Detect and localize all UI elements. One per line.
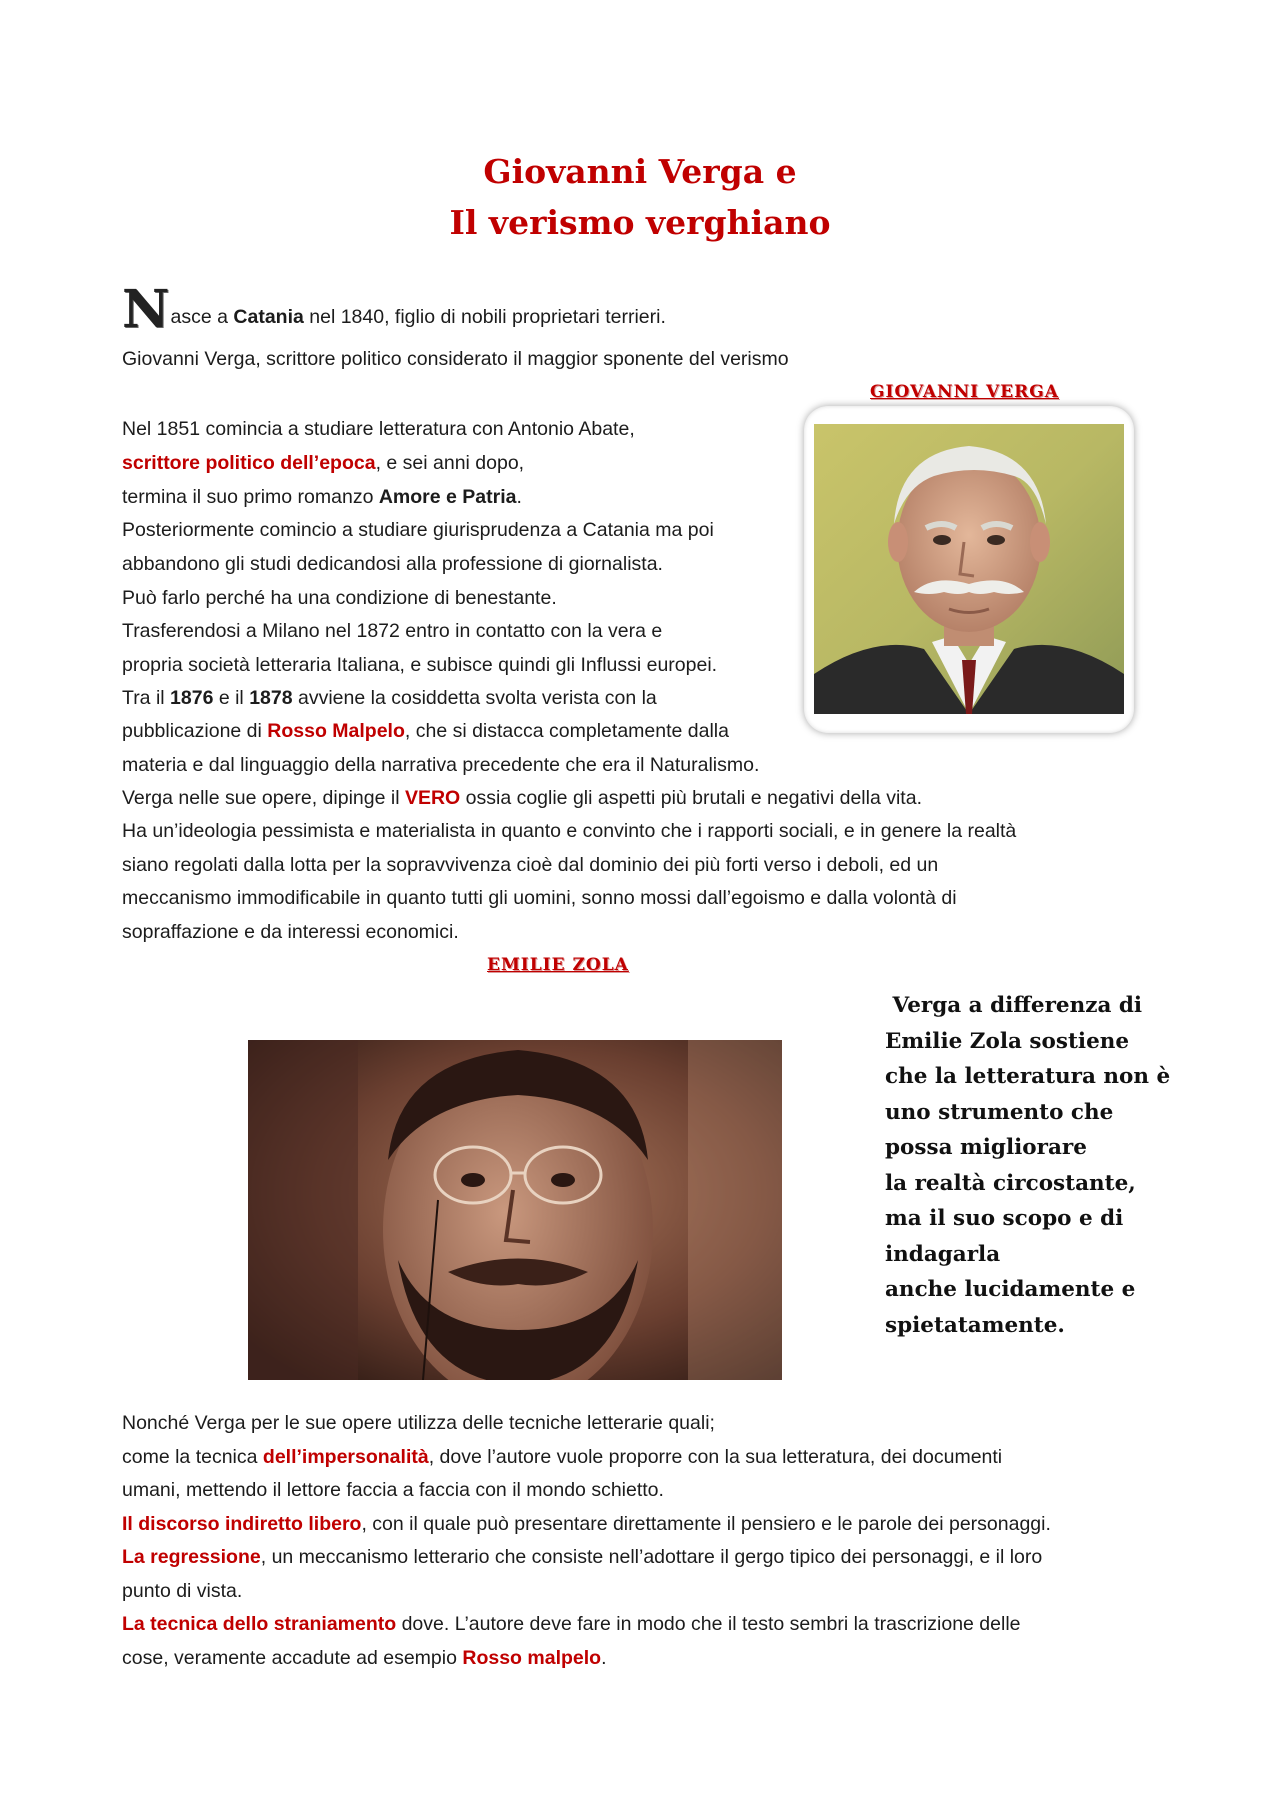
bio-line-11: materia e dal linguaggio della narrativa precedente che era il Naturalismo. (122, 754, 760, 776)
bio-line-3: termina il suo primo romanzo Amore e Patria. (122, 486, 522, 508)
techniques-line-7: La tecnica dello straniamento dove. L’autore deve fare in modo che il testo sembri la trascrizione delle (122, 1613, 1021, 1635)
bio-line-6: Può farlo perché ha una condizione di benestante. (122, 587, 557, 609)
verga-zola-quote (885, 988, 1205, 1343)
quote-line: che la letteratura non è (885, 1064, 1171, 1089)
quote-line: anche lucidamente e (885, 1277, 1136, 1302)
zola-caption: EMILIE ZOLA (487, 955, 629, 975)
bio-line-16: sopraffazione e da interessi economici. (122, 921, 459, 943)
bio-line-9: Tra il 1876 e il 1878 avviene la cosiddetta svolta verista con la (122, 687, 657, 709)
quote-line: possa migliorare (885, 1135, 1087, 1160)
page-title-line-2: Il verismo verghiano (449, 203, 831, 242)
techniques-line-8: cose, veramente accadute ad esempio Rosso malpelo. (122, 1647, 607, 1669)
quote-line: ma il suo scopo e di (885, 1206, 1124, 1231)
bio-line-15: meccanismo immodificabile in quanto tutti gli uomini, sonno mossi dall’egoismo e dalla volontà di (122, 887, 957, 909)
quote-line: spietatamente. (885, 1312, 1065, 1338)
quote-line: Verga a differenza di (885, 993, 1143, 1018)
bio-line-5: abbandono gli studi dedicandosi alla professione di giornalista. (122, 553, 663, 575)
bio-line-1: Nel 1851 comincia a studiare letteratura con Antonio Abate, (122, 418, 635, 440)
bio-line-7: Trasferendosi a Milano nel 1872 entro in contatto con la vera e (122, 620, 663, 642)
bio-line-13: Ha un’ideologia pessimista e materialista in quanto e convinto che i rapporti sociali, e in genere la realtà (122, 820, 1017, 842)
zola-photo (248, 1040, 782, 1380)
verga-portrait (814, 424, 1124, 714)
bio-line-14: siano regolati dalla lotta per la sopravvivenza cioè dal dominio dei più forti verso i deboli, ed un (122, 854, 939, 876)
techniques-line-1: Nonché Verga per le sue opere utilizza delle tecniche letterarie quali; (122, 1412, 715, 1434)
quote-line: uno strumento che (885, 1099, 1114, 1125)
intro-line: Nasce a Catania nel 1840, figlio di nobili proprietari terrieri. (122, 279, 666, 340)
bio-line-10: pubblicazione di Rosso Malpelo, che si distacca completamente dalla (122, 720, 729, 742)
bio-line-12: Verga nelle sue opere, dipinge il VERO ossia coglie gli aspetti più brutali e negativi della vita. (122, 787, 922, 809)
bio-line-2: scrittore politico dell’epoca, e sei anni dopo, (122, 452, 525, 474)
quote-line: Emilie Zola sostiene (885, 1028, 1130, 1054)
quote-line: la realtà circostante, (885, 1170, 1136, 1196)
page-title-line-1: Giovanni Verga e (483, 152, 797, 191)
techniques-line-6: punto di vista. (122, 1580, 243, 1602)
quote-line: indagarla (885, 1241, 1001, 1267)
techniques-line-4: Il discorso indiretto libero, con il quale può presentare direttamente il pensiero e le parole dei personaggi. (122, 1513, 1051, 1535)
techniques-line-3: umani, mettendo il lettore faccia a faccia con il mondo schietto. (122, 1479, 664, 1501)
verga-portrait-frame (804, 406, 1134, 733)
bio-line-8: propria società letteraria Italiana, e subisce quindi gli Influssi europei. (122, 654, 718, 676)
sponente-line: Giovanni Verga, scrittore politico considerato il maggior sponente del verismo (122, 348, 789, 370)
techniques-line-2: come la tecnica dell’impersonalità, dove l’autore vuole proporre con la sua letteratura, dei documenti (122, 1446, 1003, 1468)
bio-line-4: Posteriormente comincio a studiare giurisprudenza a Catania ma poi (122, 519, 714, 541)
verga-caption: GIOVANNI VERGA (870, 382, 1059, 402)
drop-cap: N (122, 279, 170, 340)
techniques-line-5: La regressione, un meccanismo letterario che consiste nell’adottare il gergo tipico dei personaggi, e il loro (122, 1546, 1043, 1568)
